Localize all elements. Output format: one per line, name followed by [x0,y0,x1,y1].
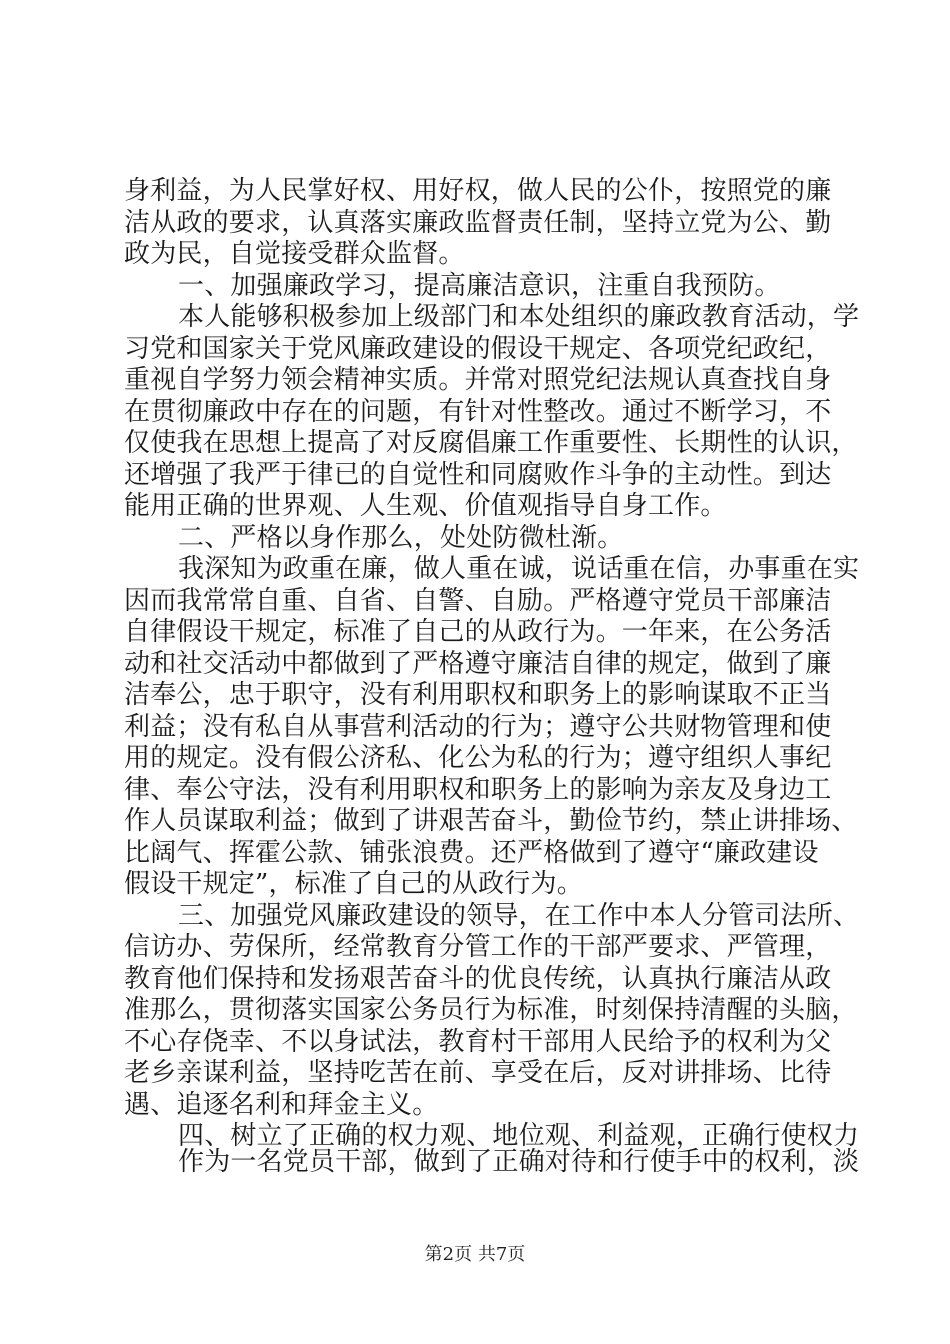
section-heading: 二、严格以身作那么，处处防微杜渐。 [178,522,624,553]
text-line: 律、奉公守法，没有利用职权和职务上的影响为亲友及身边工 [124,774,832,805]
text-line: 作为一名党员干部，做到了正确对待和行使手中的权利，淡 [178,1147,860,1177]
text-line: 政为民，自觉接受群众监督。 [124,239,465,269]
page-number-footer: 第2页 共7页 [424,1244,526,1265]
section-heading: 三、加强党风廉政建设的领导，在工作中本人分管司法所、 [178,900,860,931]
text-line: 身利益，为人民掌好权、用好权，做人民的公仆，按照党的廉 [124,176,832,206]
text-line: 因而我常常自重、自省、自警、自励。严格遵守党员干部廉洁 [124,585,832,616]
text-line: 不心存侥幸、不以身试法，教育村干部用人民给予的权利为父 [124,1026,832,1057]
text-line: 自律假设干规定，标准了自己的从政行为。一年来，在公务活 [124,617,832,647]
section-heading: 一、加强廉政学习，提高廉洁意识，注重自我预防。 [178,270,781,301]
text-line: 重视自学努力领会精神实质。并常对照党纪法规认真查找自身 [124,365,832,395]
text-line: 习党和国家关于党风廉政建设的假设干规定、各项党纪政纪， [124,333,832,364]
text-line: 作人员谋取利益；做到了讲艰苦奋斗，勤俭节约，禁止讲排场、 [124,806,858,836]
text-line: 洁从政的要求，认真落实廉政监督责任制，坚持立党为公、勤 [124,207,832,238]
text-line: 在贯彻廉政中存在的问题，有针对性整改。通过不断学习，不 [124,396,832,427]
text-line: 用的规定。没有假公济私、化公为私的行为；遵守组织人事纪 [124,743,832,773]
text-line: 老乡亲谋利益，坚持吃苦在前、享受在后，反对讲排场、比待 [124,1058,832,1088]
text-line: 本人能够积极参加上级部门和本处组织的廉政教育活动，学 [178,302,860,332]
text-line: 遇、追逐名利和拜金主义。 [124,1089,439,1120]
text-line: 仅使我在思想上提高了对反腐倡廉工作重要性、长期性的认识， [124,428,858,458]
text-line: 能用正确的世界观、人生观、价值观指导自身工作。 [124,491,727,521]
text-line: 还增强了我严于律已的自觉性和同腐败作斗争的主动性。到达 [124,459,832,490]
text-line: 假设干规定”，标准了自己的从政行为。 [124,869,583,899]
text-line: 准那么，贯彻落实国家公务员行为标准，时刻保持清醒的头脑， [124,995,858,1025]
text-line: 动和社交活动中都做到了严格遵守廉洁自律的规定，做到了廉 [124,648,832,679]
text-line: 信访办、劳保所，经常教育分管工作的干部严要求、严管理， [124,932,832,962]
section-heading: 四、树立了正确的权力观、地位观、利益观，正确行使权力 [178,1121,860,1151]
text-line: 洁奉公，忠于职守，没有利用职权和职务上的影响谋取不正当 [124,680,832,710]
text-line: 利益；没有私自从事营利活动的行为；遵守公共财物管理和使 [124,711,832,742]
text-line: 教育他们保持和发扬艰苦奋斗的优良传统，认真执行廉洁从政 [124,963,832,994]
text-line: 比阔气、挥霍公款、铺张浪费。还严格做到了遵守“廉政建设 [124,837,819,868]
text-line: 我深知为政重在廉，做人重在诚，说话重在信，办事重在实 [178,554,860,584]
